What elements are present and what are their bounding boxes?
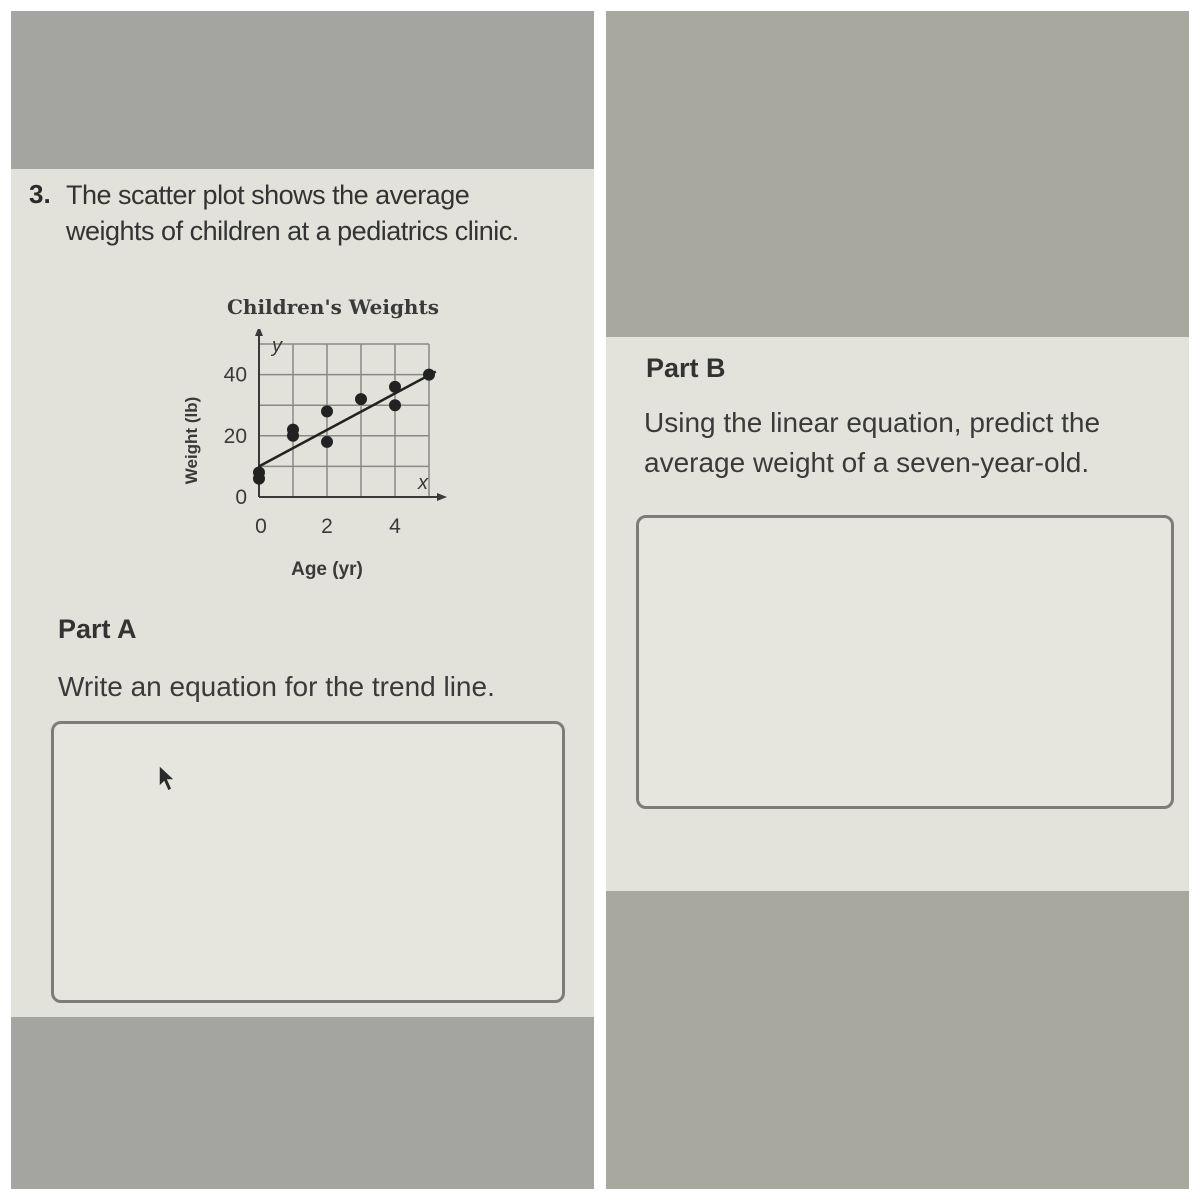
y-axis-letter: y — [272, 335, 282, 357]
x-axis-letter: x — [418, 472, 428, 494]
data-point — [287, 424, 299, 436]
part-a-label: Part A — [58, 614, 137, 644]
question-number: 3. — [29, 179, 51, 209]
question-text: The scatter plot shows the average weights of children at a pediatrics clinic. — [66, 180, 519, 246]
data-point — [389, 399, 401, 411]
data-point — [253, 473, 265, 485]
data-point — [423, 369, 435, 381]
chart-title: Children's Weights — [227, 295, 439, 319]
x-axis-arrow-icon — [437, 493, 447, 501]
left-photo-panel — [11, 11, 594, 1189]
y-axis-label: Weight (lb) — [182, 396, 201, 485]
data-point — [389, 381, 401, 393]
right-photo-panel — [606, 11, 1189, 1189]
data-point — [355, 393, 367, 405]
trend-line-layer — [259, 372, 436, 467]
scatter-plot — [161, 329, 461, 609]
worksheet-page-left — [11, 169, 594, 1017]
x-tick-label: 4 — [389, 515, 401, 538]
y-tick-label: 20 — [223, 424, 247, 448]
x-tick-label: 0 — [255, 515, 267, 538]
y-axis-arrow-icon — [255, 329, 263, 336]
worksheet-page-right — [606, 337, 1189, 891]
trend-line — [259, 372, 436, 467]
part-a-answer-box[interactable] — [51, 721, 565, 1003]
part-b-label: Part B — [646, 353, 726, 383]
part-b-question: Using the linear equation, predict the average weight of a seven-year-old. — [644, 407, 1101, 478]
mouse-pointer-icon — [151, 759, 179, 795]
part-b-answer-box[interactable] — [636, 515, 1174, 809]
y-tick-label: 0 — [235, 486, 247, 509]
data-point — [321, 436, 333, 448]
x-axis-label: Age (yr) — [291, 559, 363, 580]
part-a-question: Write an equation for the trend line. — [58, 671, 495, 702]
data-point — [321, 405, 333, 417]
x-tick-label: 2 — [321, 515, 333, 538]
y-tick-label: 40 — [223, 363, 247, 387]
tick-labels — [182, 335, 429, 580]
